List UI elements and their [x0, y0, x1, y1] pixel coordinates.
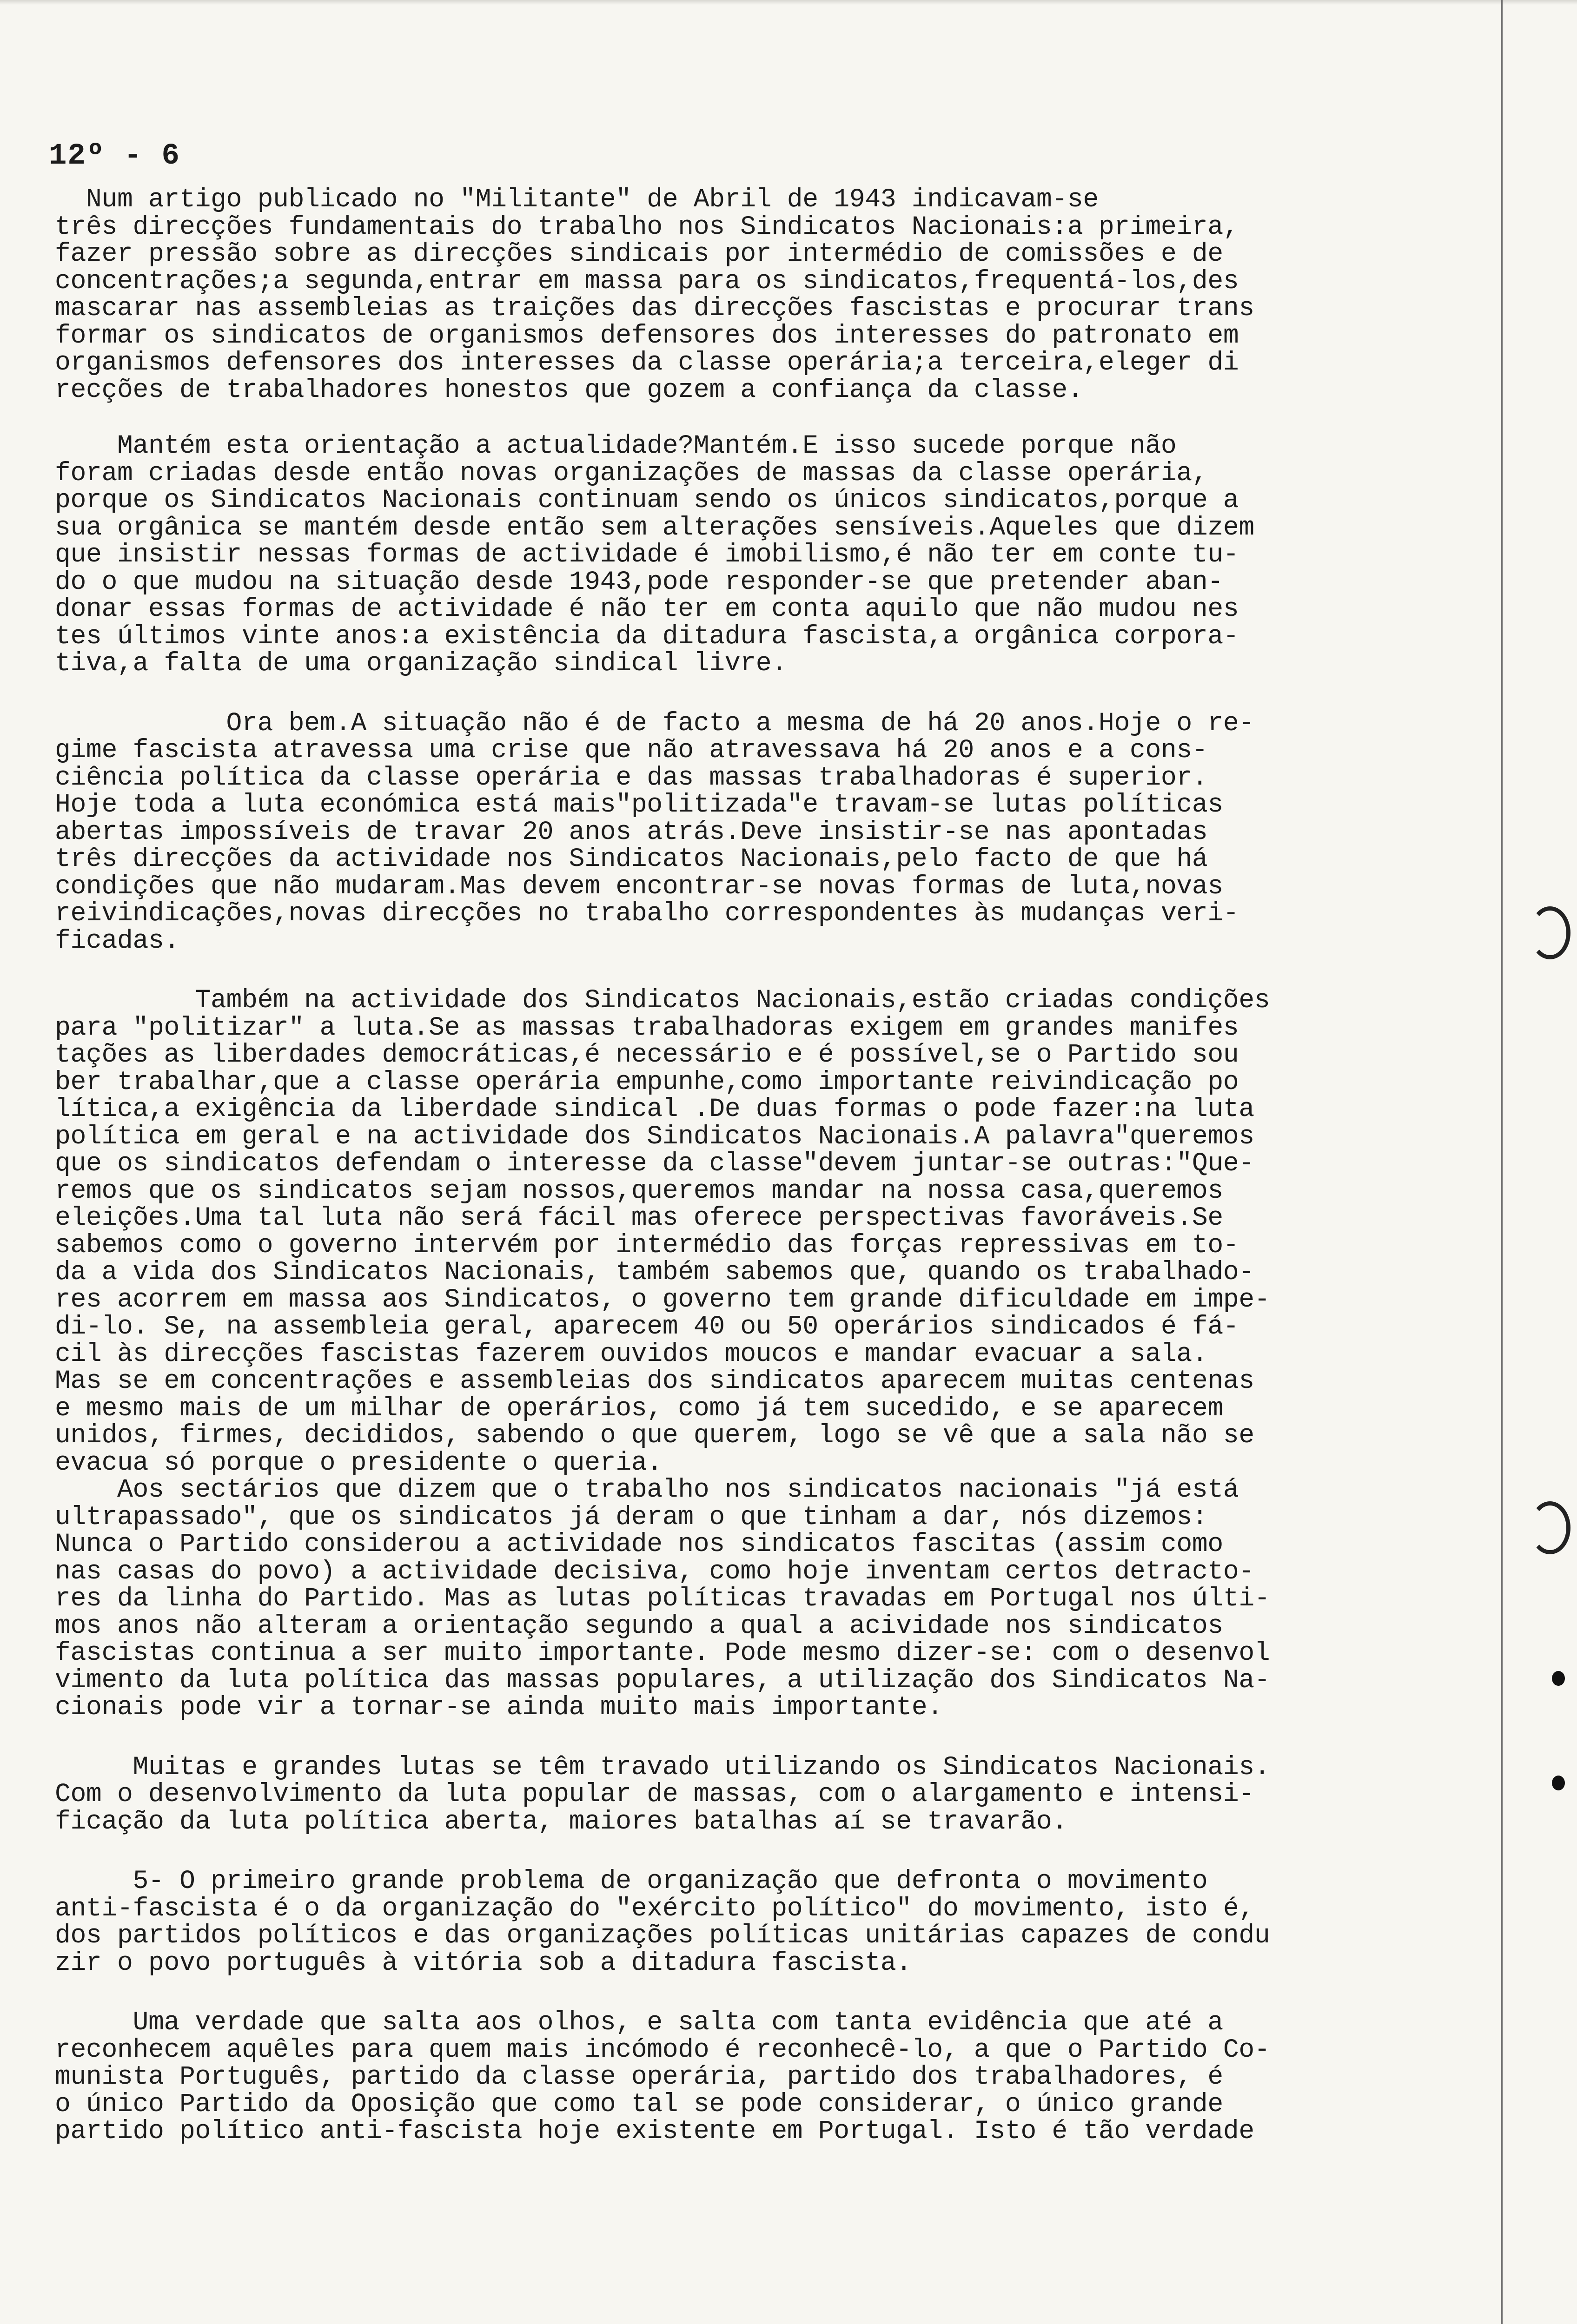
paragraph-7: 5- O primeiro grande problema de organização que defronta o movimento anti-fascista é o da organização do "exército político" do movimento, isto é, dos partidos políticos e das organizações políticas unitárias capazes de condu zir o povo português à vitória sob a ditadura fascista.	[55, 1866, 1270, 1978]
ink-dot	[1552, 1671, 1565, 1686]
page-margin-line	[1501, 0, 1503, 2324]
paragraph-2: Mantém esta orientação a actualidade?Mantém.E isso sucede porque não foram criadas desde então novas organizações de massas da classe operária, porque os Sindicatos Nacionais continuam sendo os únicos sindicatos,porque a sua orgânica se mantém desde então sem alterações sensíveis.Aqueles que dizem que insistir nessas formas de actividade é imobilismo,é não ter em conte tu- do o que mudou na situação desde 1943,pode responder-se que pretender aban- donar essas formas de actividade é não ter em conta aquilo que não mudou nes tes últimos vinte anos:a existência da ditadura fascista,a orgânica corpora- tiva,a falta de uma organização sindical livre.	[55, 431, 1254, 678]
ink-dot	[1552, 1776, 1565, 1790]
paragraph-8: Uma verdade que salta aos olhos, e salta com tanta evidência que até a reconhecem aquêles para quem mais incómodo é reconhecê-lo, a que o Partido Co- munista Português, partido da classe operária, partido dos trabalhadores, é o único Partido da Oposição que como tal se pode considerar, o único grande partido político anti-fascista hoje existente em Portugal. Isto é tão verdade	[55, 2007, 1270, 2146]
punch-hole-mark	[1530, 906, 1570, 959]
scan-top-edge	[0, 0, 1577, 5]
paragraph-3: Ora bem.A situação não é de facto a mesma de há 20 anos.Hoje o re- gime fascista atravessa uma crise que não atravessava há 20 anos e a cons- ciência política da classe operária e das massas trabalhadoras é superior. Hoje toda a luta económica está mais"politizada"e travam-se lutas políticas abertas impossíveis de travar 20 anos atrás.Deve insistir-se nas apontadas três direcções da actividade nos Sindicatos Nacionais,pelo facto de que há condições que não mudaram.Mas devem encontrar-se novas formas de luta,novas reivindicações,novas direcções no trabalho correspondentes às mudanças veri- ficadas.	[55, 708, 1254, 956]
paragraph-1: Num artigo publicado no "Militante" de Abril de 1943 indicavam-se três direcções fundamentais do trabalho nos Sindicatos Nacionais:a primeira, fazer pressão sobre as direcções sindicais por intermédio de comissões e de concentrações;a segunda,entrar em massa para os sindicatos,frequentá-los,des mascarar nas assembleias as traições das direcções fascistas e procurar trans formar os sindicatos de organismos defensores dos interesses do patronato em organismos defensores dos interesses da classe operária;a terceira,eleger di recções de trabalhadores honestos que gozem a confiança da classe.	[55, 185, 1254, 405]
paragraph-6: Muitas e grandes lutas se têm travado utilizando os Sindicatos Nacionais. Com o desenvolvimento da luta popular de massas, com o alargamento e intensi- ficação da luta política aberta, maiores batalhas aí se travarão.	[55, 1752, 1270, 1836]
punch-hole-mark	[1530, 1501, 1570, 1554]
document-body	[55, 186, 1489, 2145]
paragraph-5: Aos sectários que dizem que o trabalho nos sindicatos nacionais "já está ultrapassado", que os sindicatos já deram o que tinham a dar, nós dizemos: Nunca o Partido considerou a actividade nos sindicatos fascitas (assim como nas casas do povo) a actividade decisiva, como hoje inventam certos detracto- res da linha do Partido. Mas as lutas políticas travadas em Portugal nos últi- mos anos não alteram a orientação segundo a qual a acividade nos sindicatos fascistas continua a ser muito importante. Pode mesmo dizer-se: com o desenvol vimento da luta política das massas populares, a utilização dos Sindicatos Na- cionais pode vir a tornar-se ainda muito mais importante.	[55, 1475, 1270, 1722]
page-number: 12º - 6	[49, 139, 180, 173]
paragraph-4: Também na actividade dos Sindicatos Nacionais,estão criadas condições para "politizar" a luta.Se as massas trabalhadoras exigem em grandes manifes tações as liberdades democráticas,é necessário e é possível,se o Partido sou ber trabalhar,que a classe operária empunhe,como importante reivindicação po lítica,a exigência da liberdade sindical .De duas formas o pode fazer:na luta política em geral e na actividade dos Sindicatos Nacionais.A palavra"queremos que os sindicatos defendam o interesse da classe"devem juntar-se outras:"Que- remos que os sindicatos sejam nossos,queremos mandar na nossa casa,queremos eleições.Uma tal luta não será fácil mas oferece perspectivas favoráveis.Se sabemos como o governo intervém por intermédio das forças repressivas em to- da a vida dos Sindicatos Nacionais, também sabemos que, quando os trabalhado- res acorrem em massa aos Sindicatos, o governo tem grande dificuldade em impe- di-lo. Se, na assembleia geral, aparecem 40 ou 50 operários sindicados é fá- cil às direcções fascistas fazerem ouvidos moucos e mandar evacuar a sala. Mas se em concentrações e assembleias dos sindicatos aparecem muitas centenas e mesmo mais de um milhar de operários, como já tem sucedido, e se aparecem unidos, firmes, decididos, sabendo o que querem, logo se vê que a sala não se evacua só porque o presidente o queria.	[55, 985, 1270, 1478]
